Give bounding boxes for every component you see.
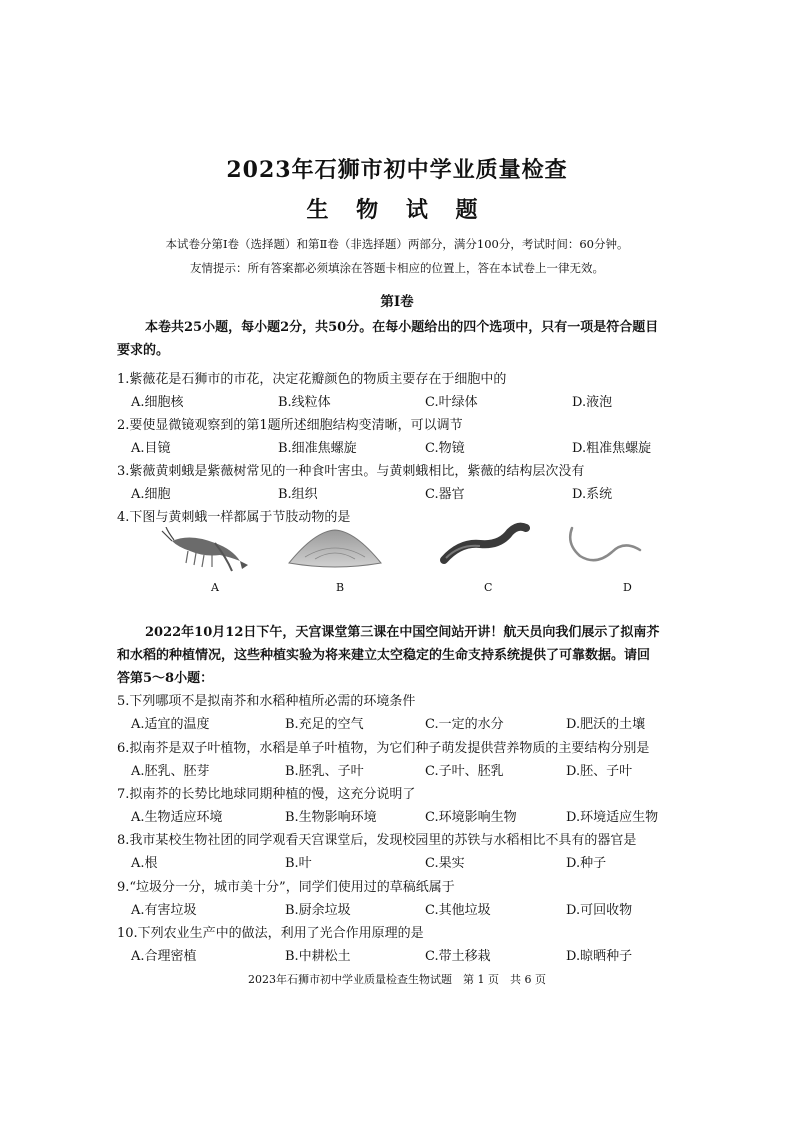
option-10c: C.带土移栽 (425, 949, 491, 964)
question-10: 10.下列农业生产中的做法，利用了光合作用原理的是 (117, 926, 424, 941)
option-3c: C.器官 (425, 487, 465, 502)
option-1d: D.液泡 (572, 395, 613, 410)
option-5d: D.肥沃的土壤 (566, 717, 646, 732)
subject-title: 生 物 试 题 (306, 197, 488, 223)
option-5b: B.充足的空气 (285, 717, 364, 732)
option-3a: A.细胞 (131, 487, 171, 502)
option-2b: B.细准焦螺旋 (278, 441, 357, 456)
eel-icon (440, 522, 530, 567)
option-2d: D.粗准焦螺旋 (572, 441, 652, 456)
clam-icon (285, 527, 385, 572)
shrimp-icon (160, 527, 250, 577)
question-4: 4.下图与黄刺蛾一样都属于节肢动物的是 (117, 510, 351, 525)
image-label-a: A (211, 581, 219, 594)
option-6d: D.胚、子叶 (566, 764, 633, 779)
option-1c: C.叶绿体 (425, 395, 478, 410)
option-2a: A.目镜 (131, 441, 171, 456)
option-5c: C.一定的水分 (425, 717, 504, 732)
image-label-c: C (484, 581, 493, 594)
option-6c: C.子叶、胚乳 (425, 764, 504, 779)
option-3d: D.系统 (572, 487, 613, 502)
option-7b: B.生物影响环境 (285, 810, 377, 825)
option-2c: C.物镜 (425, 441, 465, 456)
option-8c: C.果实 (425, 856, 465, 871)
option-9a: A.有害垃圾 (131, 903, 197, 918)
option-10a: A.合理密植 (131, 949, 197, 964)
question-6: 6.拟南芥是双子叶植物，水稻是单子叶植物，为它们种子萌发提供营养物质的主要结构分别是 (117, 741, 650, 756)
option-9d: D.可回收物 (566, 903, 633, 918)
image-label-d: D (623, 581, 632, 594)
section-title: 第Ⅰ卷 (380, 294, 414, 310)
option-6b: B.胚乳、子叶 (285, 764, 364, 779)
question-7: 7.拟南芥的长势比地球同期种植的慢，这充分说明了 (117, 787, 416, 802)
image-label-b: B (336, 581, 345, 594)
option-3b: B.组织 (278, 487, 318, 502)
option-7d: D.环境适应生物 (566, 810, 659, 825)
option-8a: A.根 (131, 856, 158, 871)
option-10b: B.中耕松土 (285, 949, 351, 964)
option-9b: B.厨余垃圾 (285, 903, 351, 918)
friendly-tip: 友情提示：所有答案都必须填涂在答题卡相应的位置上，答在本试卷上一律无效。 (190, 261, 604, 275)
question-1: 1.紫薇花是石狮市的市花，决定花瓣颜色的物质主要存在于细胞中的 (117, 372, 507, 387)
page-footer: 2023年石狮市初中学业质量检查生物试题 第 1 页 共 6 页 (248, 973, 546, 986)
option-9c: C.其他垃圾 (425, 903, 491, 918)
question-3: 3.紫薇黄刺蛾是紫薇树常见的一种食叶害虫。与黄刺蛾相比，紫薇的结构层次没有 (117, 464, 585, 479)
section-instructions: 本卷共25小题，每小题2分，共50分。在每小题给出的四个选项中，只有一项是符合题目要求的。 (117, 320, 659, 358)
option-6a: A.胚乳、胚芽 (131, 764, 210, 779)
question-9: 9.“垃圾分一分，城市美十分”，同学们使用过的草稿纸属于 (117, 880, 455, 895)
reading-passage: 2022年10月12日下午，天宫课堂第三课在中国空间站开讲！航天员向我们展示了拟南芥和水稻的种植情况，这些种植实验为将来建立太空稳定的生命支持系统提供了可靠数据。请回答第5～8小题： (117, 625, 660, 686)
option-8b: B.叶 (285, 856, 312, 871)
roundworm-icon (566, 522, 646, 567)
option-8d: D.种子 (566, 856, 607, 871)
question-5: 5.下列哪项不是拟南芥和水稻种植所必需的环境条件 (117, 694, 416, 709)
option-5a: A.适宜的温度 (131, 717, 210, 732)
question-8: 8.我市某校生物社团的同学观看天宫课堂后，发现校园里的苏铁与水稻相比不具有的器官是 (117, 833, 637, 848)
exam-title: 2023年石狮市初中学业质量检查 (226, 157, 568, 183)
option-10d: D.晾晒种子 (566, 949, 633, 964)
question-2: 2.要使显微镜观察到的第1题所述细胞结构变清晰，可以调节 (117, 418, 463, 433)
option-7a: A.生物适应环境 (131, 810, 223, 825)
option-1b: B.线粒体 (278, 395, 331, 410)
option-1a: A.细胞核 (131, 395, 184, 410)
option-7c: C.环境影响生物 (425, 810, 517, 825)
exam-note: 本试卷分第Ⅰ卷（选择题）和第Ⅱ卷（非选择题）两部分，满分100分，考试时间：60分钟。 (165, 237, 629, 251)
